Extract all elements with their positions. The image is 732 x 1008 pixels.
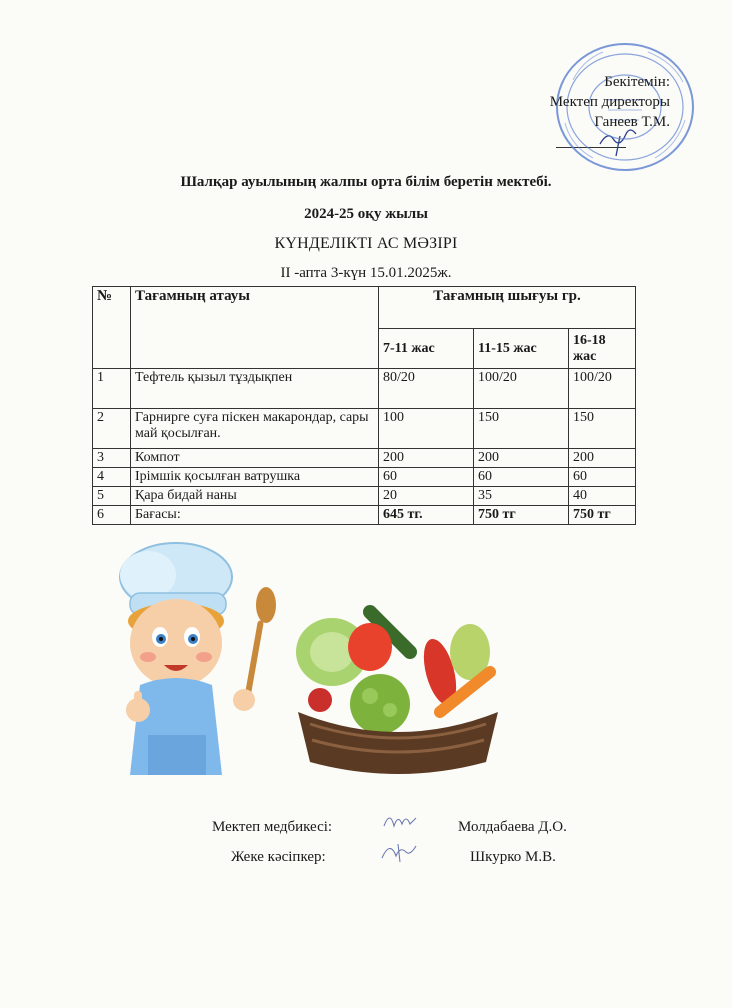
portion-value: 60: [474, 468, 569, 487]
table-row: [93, 449, 636, 468]
portion-value: 100: [379, 409, 474, 449]
page-title: КҮНДЕЛІКТІ АС МӘЗІРІ: [274, 235, 458, 252]
column-header-yield: Тағамның шығуы гр.: [379, 287, 636, 329]
table-header-row: [93, 287, 636, 329]
portion-value: 35: [474, 487, 569, 506]
portion-value: 200: [569, 449, 636, 468]
column-header-dish-name: Тағамның атауы: [131, 287, 379, 369]
portion-value: 100/20: [474, 369, 569, 409]
row-number: 4: [93, 468, 131, 487]
row-number: 6: [93, 506, 131, 525]
nurse-name: Молдабаева Д.О.: [458, 819, 567, 835]
approval-label: Бекітемін:: [604, 74, 670, 90]
portion-value: 200: [474, 449, 569, 468]
vegetable-basket-illustration: [290, 592, 505, 777]
portion-value: 80/20: [379, 369, 474, 409]
portion-value: 150: [474, 409, 569, 449]
column-header-number: №: [93, 287, 131, 369]
age-group-header: 11-15 жас: [474, 329, 569, 369]
age-group-header: 7-11 жас: [379, 329, 474, 369]
table-row: [93, 409, 636, 449]
portion-value: 60: [379, 468, 474, 487]
dish-name: Компот: [131, 449, 379, 468]
nurse-label: Мектеп медбикесі:: [212, 819, 333, 835]
row-number: 2: [93, 409, 131, 449]
approval-block: [550, 72, 670, 132]
price-value: 750 тг: [474, 506, 569, 525]
dish-name: Қара бидай наны: [131, 487, 379, 506]
dish-name: Тефтель қызыл тұздықпен: [131, 369, 379, 409]
portion-value: 40: [569, 487, 636, 506]
nurse-signature: [380, 806, 420, 834]
portion-value: 60: [569, 468, 636, 487]
dish-name: Ірімшік қосылған ватрушка: [131, 468, 379, 487]
entrepreneur-label: Жеке кәсіпкер:: [231, 849, 326, 865]
row-number: 3: [93, 449, 131, 468]
entrepreneur-signature: [378, 836, 422, 866]
age-group-header: 16-18 жас: [569, 329, 636, 369]
price-value: 645 тг.: [379, 506, 474, 525]
director-name: Ганеев Т.М.: [594, 114, 670, 130]
dish-name: Бағасы:: [131, 506, 379, 525]
price-value: 750 тг: [569, 506, 636, 525]
portion-value: 150: [569, 409, 636, 449]
entrepreneur-name: Шкурко М.В.: [470, 849, 556, 865]
school-name: Шалқар ауылының жалпы орта білім беретін мектебі.: [180, 174, 552, 190]
row-number: 5: [93, 487, 131, 506]
director-title: Мектеп директоры: [549, 94, 670, 110]
row-number: 1: [93, 369, 131, 409]
portion-value: 100/20: [569, 369, 636, 409]
menu-table: [92, 286, 636, 525]
table-row-price: [93, 506, 636, 525]
academic-year: 2024-25 оқу жылы: [304, 206, 428, 222]
chef-boy-illustration: [108, 535, 288, 780]
table-row: [93, 487, 636, 506]
week-day-date: II -апта 3-күн 15.01.2025ж.: [280, 265, 452, 281]
dish-name: Гарнирге суға піскен макарондар, сары май қосылған.: [131, 409, 379, 449]
table-row: [93, 369, 636, 409]
portion-value: 200: [379, 449, 474, 468]
portion-value: 20: [379, 487, 474, 506]
table-row: [93, 468, 636, 487]
